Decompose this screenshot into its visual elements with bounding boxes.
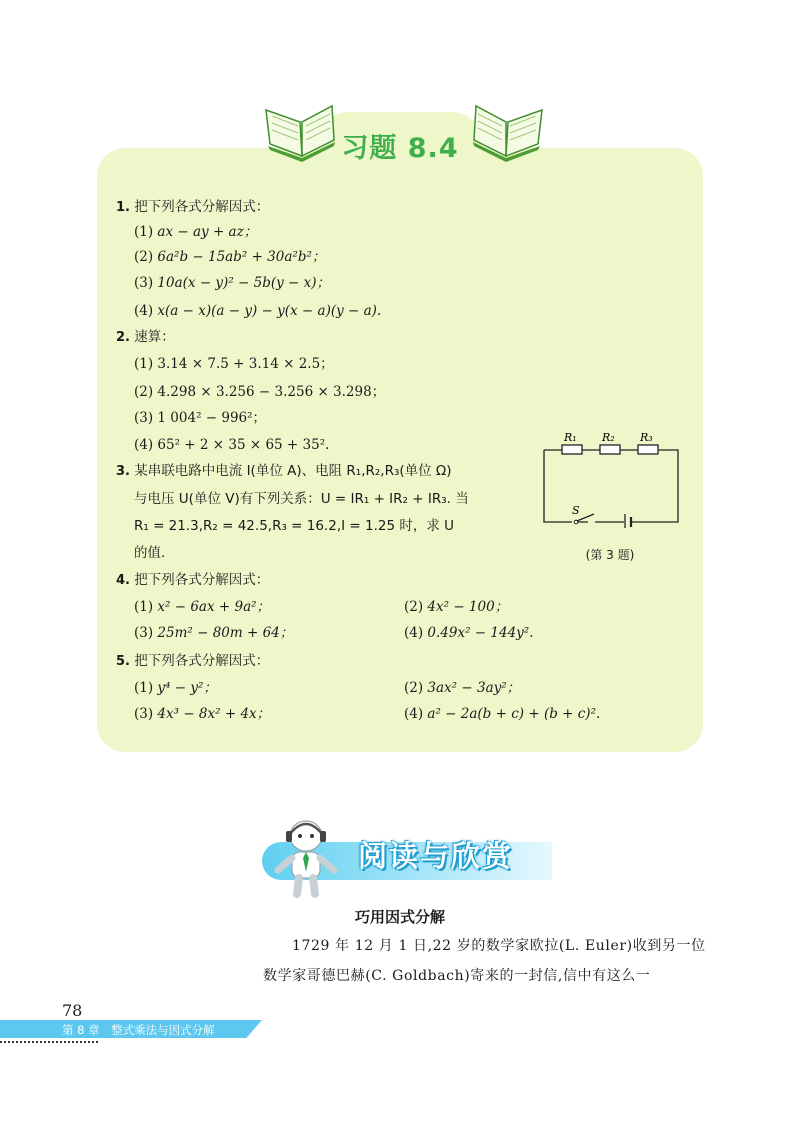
item-label: (4)	[404, 706, 424, 722]
question-item	[134, 222, 257, 242]
question-text-line: 的值.	[134, 545, 166, 561]
question-2	[116, 327, 175, 348]
resistor-1-label: R₁	[564, 431, 577, 444]
item-label: (2)	[134, 384, 154, 400]
question-number: 2.	[116, 330, 130, 345]
exercise-title: 习题 8.4	[341, 133, 459, 164]
question-item	[134, 382, 385, 402]
item-label: (1)	[134, 224, 154, 240]
question-item	[134, 247, 325, 267]
question-3	[116, 461, 452, 482]
item-expression: 4x³ − 8x² + 4x；	[157, 706, 271, 722]
dotted-divider	[0, 1041, 98, 1043]
circuit-wire	[544, 450, 678, 522]
question-text-line: 与电压 U(单位 V)有下列关系：U = IR₁ + IR₂ + IR₃. 当	[134, 491, 469, 507]
question-number: 5.	[116, 654, 130, 669]
question-text-line: R₁ = 21.3,R₂ = 42.5,R₃ = 16.2,I = 1.25 时，求 U	[134, 518, 455, 534]
item-label: (4)	[134, 437, 154, 453]
switch-label: S	[572, 504, 580, 517]
question-4	[116, 570, 269, 591]
question-number: 1.	[116, 200, 130, 215]
question-item	[134, 678, 217, 698]
item-expression: 0.49x² − 144y².	[427, 625, 534, 641]
item-label: (3)	[134, 410, 154, 426]
question-item	[134, 301, 381, 321]
question-5	[116, 651, 269, 672]
item-expression: 3ax² − 3ay²；	[427, 680, 521, 696]
question-item	[134, 704, 270, 724]
item-label: (2)	[404, 599, 424, 615]
question-item	[404, 597, 508, 617]
circuit-wire	[544, 450, 624, 522]
question-text: 把下列各式分解因式：	[134, 199, 270, 215]
reading-section-title: 阅读与欣赏	[358, 839, 514, 873]
item-label: (1)	[134, 599, 154, 615]
item-expression: 4.298 × 3.256 − 3.256 × 3.298；	[157, 384, 386, 400]
question-text: 把下列各式分解因式：	[134, 653, 270, 669]
item-expression: 3.14 × 7.5 + 3.14 × 2.5；	[157, 356, 334, 372]
item-label: (2)	[134, 249, 154, 265]
question-item	[134, 408, 266, 428]
article-paragraph-line: 1729 年 12 月 1 日,22 岁的数学家欧拉(L. Euler)收到另一位	[292, 938, 706, 954]
item-label: (3)	[134, 706, 154, 722]
item-expression: x(a − x)(a − y) − y(x − a)(y − a).	[157, 303, 382, 319]
page-number: 78	[62, 1001, 83, 1020]
resistor-2	[600, 445, 620, 454]
mascot-icon	[266, 812, 346, 898]
question-item	[134, 273, 330, 293]
chapter-label: 第 8 章 整式乘法与因式分解	[62, 1023, 215, 1037]
article-title: 巧用因式分解	[354, 908, 445, 926]
open-book-icon	[466, 96, 546, 166]
question-text: 速算：	[134, 329, 175, 345]
item-label: (1)	[134, 356, 154, 372]
item-expression: 6a²b − 15ab² + 30a²b²；	[157, 249, 326, 265]
battery-symbol	[624, 514, 632, 528]
item-expression: y⁴ − y²；	[157, 680, 217, 696]
item-expression: 1 004² − 996²；	[157, 410, 267, 426]
item-expression: x² − 6ax + 9a²；	[157, 599, 271, 615]
item-label: (1)	[134, 680, 154, 696]
item-expression: 10a(x − y)² − 5b(y − x)；	[157, 275, 331, 291]
resistor-2-label: R₂	[602, 431, 615, 444]
question-item	[404, 704, 600, 724]
resistor-3	[638, 445, 658, 454]
circuit-diagram	[536, 428, 686, 528]
item-expression: 25m² − 80m + 64；	[157, 625, 294, 641]
resistor-3-label: R₃	[640, 431, 653, 444]
question-item	[404, 678, 520, 698]
question-item	[134, 623, 293, 643]
item-label: (4)	[134, 303, 154, 319]
item-label: (3)	[134, 625, 154, 641]
open-book-icon	[262, 96, 342, 166]
question-number: 4.	[116, 573, 130, 588]
article-paragraph-line: 数学家哥德巴赫(C. Goldbach)寄来的一封信,信中有这么一	[263, 968, 651, 984]
question-item	[404, 623, 534, 643]
figure-caption: (第 3 题)	[585, 548, 635, 562]
item-label: (2)	[404, 680, 424, 696]
question-item	[134, 354, 334, 374]
question-1	[116, 197, 269, 218]
item-expression: ax − ay + az；	[157, 224, 258, 240]
item-expression: 65² + 2 × 35 × 65 + 35².	[157, 437, 330, 453]
question-number: 3.	[116, 464, 130, 479]
question-item	[134, 435, 329, 455]
question-text-line: 某串联电路中电流 I(单位 A)、电阻 R₁,R₂,R₃(单位 Ω)	[134, 463, 452, 479]
question-item	[134, 597, 270, 617]
item-label: (3)	[134, 275, 154, 291]
item-label: (4)	[404, 625, 424, 641]
question-text: 把下列各式分解因式：	[134, 572, 270, 588]
resistor-1	[562, 445, 582, 454]
item-expression: a² − 2a(b + c) + (b + c)².	[427, 706, 601, 722]
item-expression: 4x² − 100；	[427, 599, 509, 615]
